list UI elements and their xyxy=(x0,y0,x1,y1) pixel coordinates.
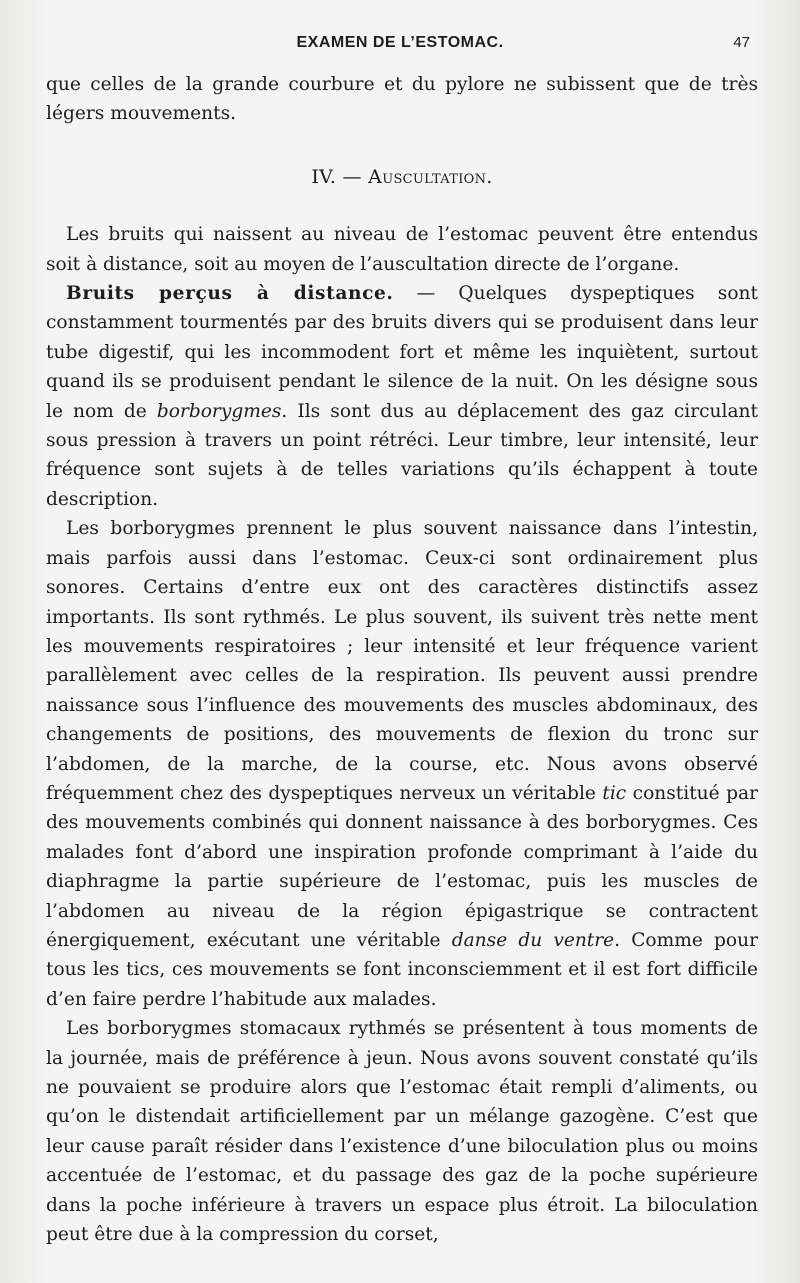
paragraph-bruits xyxy=(46,279,758,514)
page-number: 47 xyxy=(733,34,750,51)
paragraph-borborygmes xyxy=(46,514,758,1014)
paragraph-text: . Comme pour tous les tics, ces mouvements se font inconsciemment et il est fort difficile d’en faire perdre l’habitude aux malades. xyxy=(46,929,758,1010)
section-title: Auscultation. xyxy=(368,165,493,188)
italic-term: tic xyxy=(602,782,627,804)
italic-term: borborygmes xyxy=(156,400,282,422)
body-text xyxy=(46,70,758,1249)
paragraph-intro: Les bruits qui naissent au niveau de l’estomac peuvent être entendus soit à distance, soit au moyen de l’auscultation directe de l’organe. xyxy=(46,224,758,275)
paragraph-stomacaux: Les borborygmes stomacaux rythmés se présentent à tous moments de la journée, mais de préférence à jeun. Nous avons souvent constaté qu’ils ne pouvaient se produire alors que l’estomac était rempli d’aliments, ou qu’on le distendait artificiellement par un mélange gazogène. C’est que leur cause paraît résider dans l’existence d’une biloculation plus ou moins accentuée de l’estomac, et du passage des gaz de la poche supérieure dans la poche inférieure à travers un espace plus étroit. La biloculation peut être due à la compression du corset, xyxy=(46,1018,758,1246)
paragraph-text: . Ils sont dus au déplacement des gaz circulant sous pression à travers un point rétréci. Leur timbre, leur intensité, leur fréquence sont sujets à de telles variations qu’ils échappent à toute description. xyxy=(46,400,758,510)
italic-term: danse du ventre xyxy=(451,929,615,951)
paragraph-text: constitué par des mouvements combinés qui donnent naissance à des borborygmes. Ces malades font d’abord une inspiration profonde comprimant à l’aide du diaphragme la partie supérieure de l’estomac, puis les muscles de l’abdomen au niveau de la région épigastrique se contractent énergiquement, exécutant une véritable xyxy=(46,782,758,951)
paragraph-text: — Quelques dyspeptiques sont constamment tourmentés par des bruits divers qui se produisent dans leur tube digestif, qui les incommodent fort et même les inquiètent, surtout quand ils se produisent pendant le silence de la nuit. On les désigne sous le nom de xyxy=(46,283,758,422)
running-title: EXAMEN DE L’ESTOMAC. xyxy=(296,34,504,51)
section-number: IV. — xyxy=(311,165,369,188)
running-head xyxy=(0,34,800,58)
paragraph-lead-heading: Bruits perçus à distance. xyxy=(66,283,394,305)
paragraph-continuation: que celles de la grande courbure et du pylore ne subissent que de très légers mouvements. xyxy=(46,74,758,125)
section-heading xyxy=(46,163,758,192)
paragraph-text: Les borborygmes prennent le plus souvent naissance dans l’intestin, mais parfois aussi dans l’estomac. Ceux-ci sont ordinairement plus sonores. Certains d’entre eux ont des caractères distinctifs assez importants. Ils sont rythmés. Le plus souvent, ils suivent très nette ment les mouvements respiratoires ; leur intensité et leur fréquence varient parallèlement avec celles de la respiration. Ils peuvent aussi prendre naissance sous l’influence des mouvements des muscles abdominaux, des changements de positions, des mouvements de flexion du tronc sur l’abdomen, de la marche, de la course, etc. Nous avons observé fréquemment chez des dyspeptiques nerveux un véritable xyxy=(46,518,758,804)
